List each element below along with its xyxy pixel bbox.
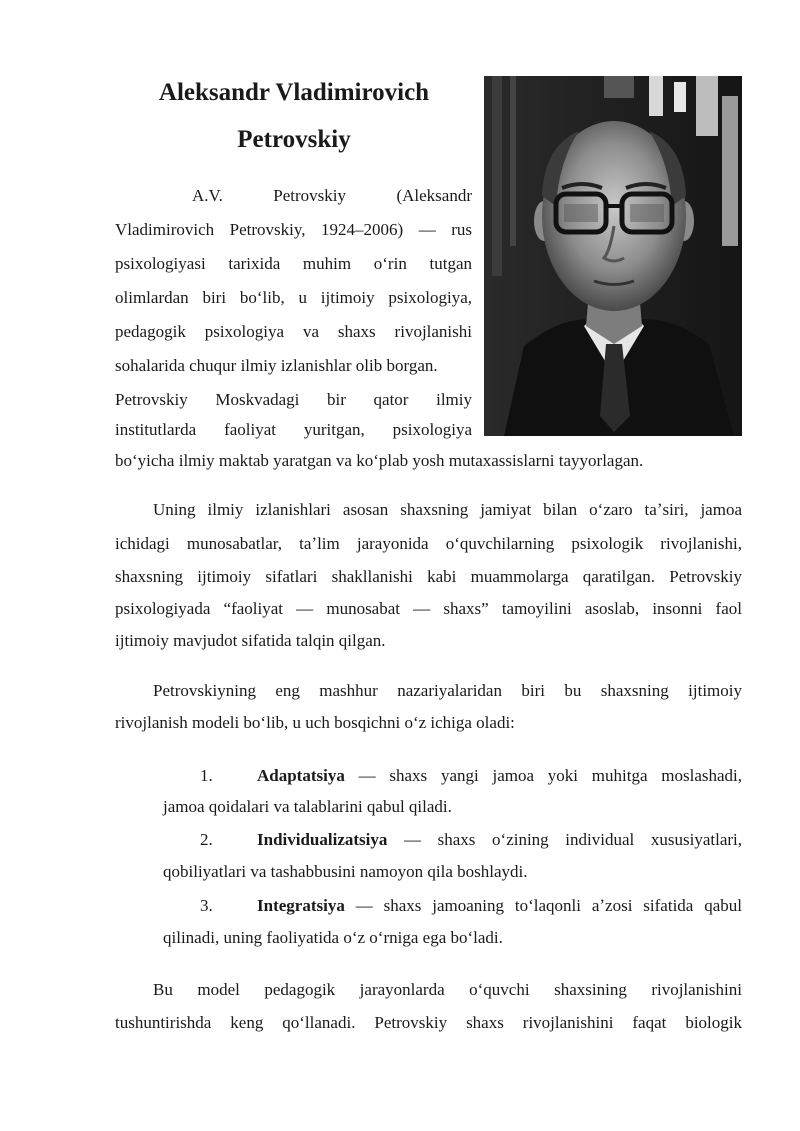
stage-term: Integratsiya (257, 896, 345, 915)
intro-line: olimlardan biri boʻlib, u ijtimoiy psixologiya, (115, 288, 472, 307)
list-item-continuation: qobiliyatlari va tashabbusini namoyon qila boshlaydi. (163, 862, 528, 881)
intro-line: Vladimirovich Petrovskiy, 1924–2006) — rus (115, 220, 472, 239)
intro-line: psixologiyasi tarixida muhim oʻrin tutgan (115, 254, 472, 273)
stage-term: Adaptatsiya (257, 766, 345, 785)
page-title-line-1: Aleksandr Vladimirovich (158, 79, 430, 106)
intro-line: institutlarda faoliyat yuritgan, psixologiya (115, 420, 472, 439)
intro-line: boʻyicha ilmiy maktab yaratgan va koʻplab yosh mutaxassislarni tayyorlagan. (115, 451, 644, 470)
paragraph-line: tushuntirishda keng qoʻllanadi. Petrovskiy shaxs rivojlanishini faqat biologik (115, 1013, 742, 1032)
list-number: 1. (200, 766, 213, 785)
intro-line: A.V. Petrovskiy (Aleksandr (192, 186, 472, 205)
list-item-continuation: jamoa qoidalari va talablarini qabul qiladi. (163, 797, 452, 816)
stage-description: — shaxs jamoaning toʻlaqonli aʼzosi sifatida qabul (344, 896, 742, 915)
paragraph-line: Uning ilmiy izlanishlari asosan shaxsning jamiyat bilan oʻzaro taʼsiri, jamoa (153, 500, 742, 519)
paragraph-line: shaxsning ijtimoiy sifatlari shakllanishi kabi muammolarga qaratilgan. Petrovskiy (115, 567, 742, 586)
paragraph-line: Bu model pedagogik jarayonlarda oʻquvchi shaxsining rivojlanishini (153, 980, 742, 999)
list-number: 3. (200, 896, 213, 915)
list-item (257, 766, 742, 786)
portrait-photo-icon (484, 76, 742, 436)
intro-line: sohalarida chuqur ilmiy izlanishlar olib borgan. (115, 356, 438, 375)
list-number: 2. (200, 830, 213, 849)
page-title-line-2: Petrovskiy (237, 126, 351, 153)
paragraph-line: ichidagi munosabatlar, taʼlim jarayonida oʻquvchilarning psixologik rivojlanishi, (115, 534, 742, 553)
intro-line: pedagogik psixologiya va shaxs rivojlanishi (115, 322, 472, 341)
paragraph-line: ijtimoiy mavjudot sifatida talqin qilgan. (115, 631, 386, 650)
list-item-continuation: qilinadi, uning faoliyatida oʻz oʻrniga ega boʻladi. (163, 928, 503, 947)
stage-description: — shaxs yangi jamoa yoki muhitga moslashadi, (344, 766, 742, 785)
intro-line: Petrovskiy Moskvadagi bir qator ilmiy (115, 390, 472, 409)
paragraph-line: Petrovskiyning eng mashhur nazariyalaridan biri bu shaxsning ijtimoiy (153, 681, 742, 700)
paragraph-line: rivojlanish modeli boʻlib, u uch bosqichni oʻz ichiga oladi: (115, 713, 515, 732)
list-item (257, 830, 742, 850)
stage-description: — shaxs oʻzining individual xususiyatlari, (387, 830, 742, 849)
stage-term: Individualizatsiya (257, 830, 388, 849)
paragraph-line: psixologiyada “faoliyat — munosabat — shaxs” tamoyilini asoslab, insonni faol (115, 599, 742, 618)
list-item (257, 896, 742, 916)
